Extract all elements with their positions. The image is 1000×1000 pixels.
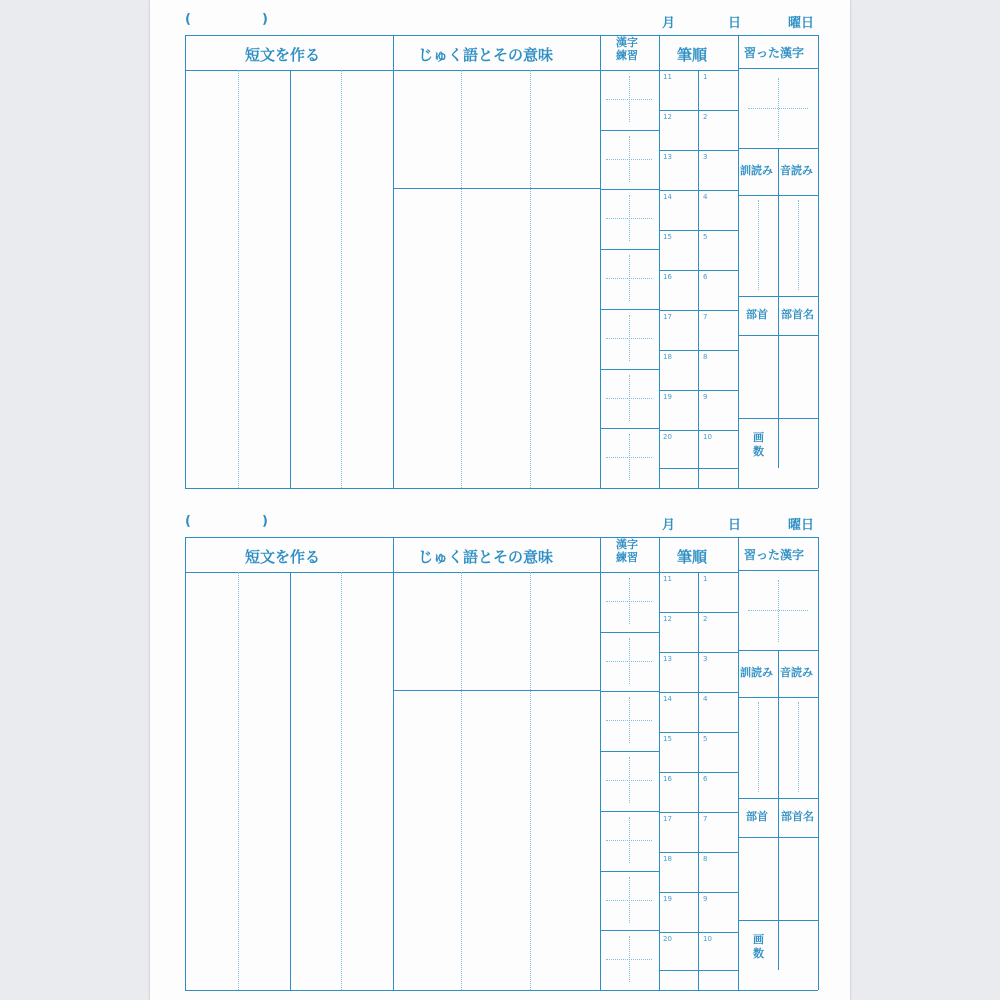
jukugo-divider xyxy=(393,690,600,691)
practice-box-divider xyxy=(600,249,659,250)
stroke-number-left: 18 xyxy=(663,855,672,863)
kun-dotted-line xyxy=(758,200,759,290)
column-divider xyxy=(818,35,819,488)
stroke-number-right: 4 xyxy=(703,193,708,201)
stroke-number-left: 15 xyxy=(663,735,672,743)
practice-guide-h xyxy=(606,338,652,339)
header-kanji-practice-2: 練習 xyxy=(616,49,638,62)
stroke-number-right: 5 xyxy=(703,735,708,743)
sentence-dotted-line xyxy=(341,70,342,488)
on-dotted-line xyxy=(798,200,799,290)
header-jukugo-meaning: じゅく語とその意味 xyxy=(418,548,554,566)
strokes-top-line xyxy=(738,920,818,921)
stroke-number-left: 19 xyxy=(663,393,672,401)
radical-label: 部首 xyxy=(746,308,768,321)
stroke-number-right: 8 xyxy=(703,353,708,361)
radical-top-line xyxy=(738,798,818,799)
header-kanji-practice-2: 練習 xyxy=(616,551,638,564)
strokes-top-line xyxy=(738,418,818,419)
learned-guide-h xyxy=(748,108,808,109)
stroke-number-left: 14 xyxy=(663,193,672,201)
jukugo-dotted-line xyxy=(530,572,531,990)
stroke-number-left: 17 xyxy=(663,815,672,823)
stroke-row-divider xyxy=(659,230,738,231)
stroke-row-divider xyxy=(659,150,738,151)
sentence-line xyxy=(290,572,291,990)
stroke-number-left: 11 xyxy=(663,575,672,583)
practice-guide-h xyxy=(606,720,652,721)
frame-bottom xyxy=(185,488,818,489)
stroke-row-divider xyxy=(659,390,738,391)
header-short-sentence: 短文を作る xyxy=(245,46,321,64)
stroke-number-right: 1 xyxy=(703,73,708,81)
practice-guide-h xyxy=(606,959,652,960)
stroke-number-right: 4 xyxy=(703,695,708,703)
practice-box-divider xyxy=(600,369,659,370)
column-divider xyxy=(393,537,394,990)
column-divider xyxy=(659,537,660,990)
practice-box-divider xyxy=(600,871,659,872)
jukugo-dotted-line xyxy=(461,70,462,488)
practice-box-divider xyxy=(600,811,659,812)
stroke-number-right: 1 xyxy=(703,575,708,583)
header-learned-kanji: 習った漢字 xyxy=(744,46,805,60)
practice-guide-h xyxy=(606,780,652,781)
jukugo-dotted-line xyxy=(461,572,462,990)
practice-guide-h xyxy=(606,218,652,219)
header-short-sentence: 短文を作る xyxy=(245,548,321,566)
strokes-label-1: 画 xyxy=(753,431,764,444)
day-label: 日 xyxy=(728,518,742,533)
frame-top xyxy=(185,35,818,36)
practice-box-divider xyxy=(600,309,659,310)
stroke-number-left: 12 xyxy=(663,615,672,623)
stroke-number-right: 5 xyxy=(703,233,708,241)
strokes-label-1: 画 xyxy=(753,933,764,946)
stroke-number-left: 13 xyxy=(663,655,672,663)
stroke-number-left: 16 xyxy=(663,273,672,281)
practice-guide-h xyxy=(606,398,652,399)
worksheet-page xyxy=(150,0,850,1000)
stroke-row-divider xyxy=(659,652,738,653)
jukugo-divider xyxy=(393,188,600,189)
header-kanji-practice-1: 漢字 xyxy=(616,36,638,49)
stroke-row-divider xyxy=(659,932,738,933)
stroke-number-right: 6 xyxy=(703,775,708,783)
column-divider xyxy=(738,537,739,990)
month-label: 月 xyxy=(662,518,676,533)
stroke-number-right: 10 xyxy=(703,433,712,441)
on-dotted-line xyxy=(798,702,799,792)
stroke-mid-line xyxy=(698,572,699,990)
practice-guide-h xyxy=(606,457,652,458)
header-kanji-practice-1: 漢字 xyxy=(616,538,638,551)
stroke-row-divider xyxy=(659,970,738,971)
kun-reading-label: 訓読み xyxy=(740,164,773,177)
practice-box-divider xyxy=(600,930,659,931)
radical-name-label: 部首名 xyxy=(781,810,814,823)
stroke-row-divider xyxy=(659,110,738,111)
sentence-dotted-line xyxy=(341,572,342,990)
learned-guide-v xyxy=(778,580,779,642)
radical-header-line xyxy=(738,335,818,336)
stroke-row-divider xyxy=(659,430,738,431)
sentence-dotted-line xyxy=(238,572,239,990)
practice-guide-h xyxy=(606,159,652,160)
kun-reading-label: 訓読み xyxy=(740,666,773,679)
column-divider xyxy=(185,35,186,488)
name-paren-open: ( xyxy=(185,12,191,27)
strokes-label-2: 数 xyxy=(753,445,764,458)
radical-label: 部首 xyxy=(746,810,768,823)
name-paren-close: ) xyxy=(262,12,268,27)
practice-box-divider xyxy=(600,632,659,633)
column-divider xyxy=(818,537,819,990)
stroke-row-divider xyxy=(659,892,738,893)
header-divider-right xyxy=(738,570,818,571)
jukugo-dotted-line xyxy=(530,70,531,488)
stroke-number-right: 7 xyxy=(703,313,708,321)
stroke-row-divider xyxy=(659,310,738,311)
stroke-number-right: 3 xyxy=(703,153,708,161)
frame-top xyxy=(185,537,818,538)
stroke-number-right: 10 xyxy=(703,935,712,943)
stroke-number-left: 15 xyxy=(663,233,672,241)
radical-top-line xyxy=(738,296,818,297)
stroke-row-divider xyxy=(659,270,738,271)
column-divider xyxy=(393,35,394,488)
stroke-number-left: 14 xyxy=(663,695,672,703)
name-paren-close: ) xyxy=(262,514,268,529)
stroke-row-divider xyxy=(659,852,738,853)
header-stroke-order: 筆順 xyxy=(677,46,708,64)
stroke-row-divider xyxy=(659,350,738,351)
on-reading-label: 音読み xyxy=(780,666,813,679)
radical-header-line xyxy=(738,837,818,838)
header-stroke-order: 筆順 xyxy=(677,548,708,566)
stroke-row-divider xyxy=(659,732,738,733)
stroke-number-left: 13 xyxy=(663,153,672,161)
column-divider xyxy=(600,35,601,488)
reading-mid-line xyxy=(778,148,779,468)
stroke-row-divider xyxy=(659,772,738,773)
weekday-label: 曜日 xyxy=(788,16,815,31)
stroke-row-divider xyxy=(659,190,738,191)
stroke-number-left: 16 xyxy=(663,775,672,783)
strokes-label-2: 数 xyxy=(753,947,764,960)
stroke-number-left: 11 xyxy=(663,73,672,81)
stroke-row-divider xyxy=(659,468,738,469)
stroke-number-left: 19 xyxy=(663,895,672,903)
practice-box-divider xyxy=(600,428,659,429)
column-divider xyxy=(600,537,601,990)
header-divider-right xyxy=(738,68,818,69)
practice-guide-h xyxy=(606,99,652,100)
name-paren-open: ( xyxy=(185,514,191,529)
header-jukugo-meaning: じゅく語とその意味 xyxy=(418,46,554,64)
sentence-line xyxy=(290,70,291,488)
column-divider xyxy=(659,35,660,488)
stroke-number-right: 9 xyxy=(703,393,708,401)
learned-guide-h xyxy=(748,610,808,611)
practice-box-divider xyxy=(600,189,659,190)
practice-box-divider xyxy=(600,691,659,692)
practice-guide-h xyxy=(606,840,652,841)
stroke-row-divider xyxy=(659,812,738,813)
stroke-number-left: 20 xyxy=(663,935,672,943)
reading-mid-line xyxy=(778,650,779,970)
stroke-mid-line xyxy=(698,70,699,488)
weekday-label: 曜日 xyxy=(788,518,815,533)
header-learned-kanji: 習った漢字 xyxy=(744,548,805,562)
stroke-row-divider xyxy=(659,692,738,693)
stroke-number-left: 20 xyxy=(663,433,672,441)
practice-guide-h xyxy=(606,278,652,279)
month-label: 月 xyxy=(662,16,676,31)
kun-dotted-line xyxy=(758,702,759,792)
day-label: 日 xyxy=(728,16,742,31)
sentence-dotted-line xyxy=(238,70,239,488)
column-divider xyxy=(738,35,739,488)
stroke-row-divider xyxy=(659,612,738,613)
stroke-number-left: 17 xyxy=(663,313,672,321)
stroke-number-left: 18 xyxy=(663,353,672,361)
on-reading-label: 音読み xyxy=(780,164,813,177)
practice-box-divider xyxy=(600,751,659,752)
frame-bottom xyxy=(185,990,818,991)
learned-guide-v xyxy=(778,78,779,140)
stroke-number-right: 6 xyxy=(703,273,708,281)
stroke-number-right: 7 xyxy=(703,815,708,823)
stroke-number-right: 8 xyxy=(703,855,708,863)
radical-name-label: 部首名 xyxy=(781,308,814,321)
stroke-number-left: 12 xyxy=(663,113,672,121)
stroke-number-right: 2 xyxy=(703,615,708,623)
stroke-number-right: 2 xyxy=(703,113,708,121)
practice-guide-h xyxy=(606,601,652,602)
practice-guide-h xyxy=(606,900,652,901)
stroke-number-right: 3 xyxy=(703,655,708,663)
practice-guide-h xyxy=(606,661,652,662)
practice-box-divider xyxy=(600,130,659,131)
stroke-number-right: 9 xyxy=(703,895,708,903)
column-divider xyxy=(185,537,186,990)
